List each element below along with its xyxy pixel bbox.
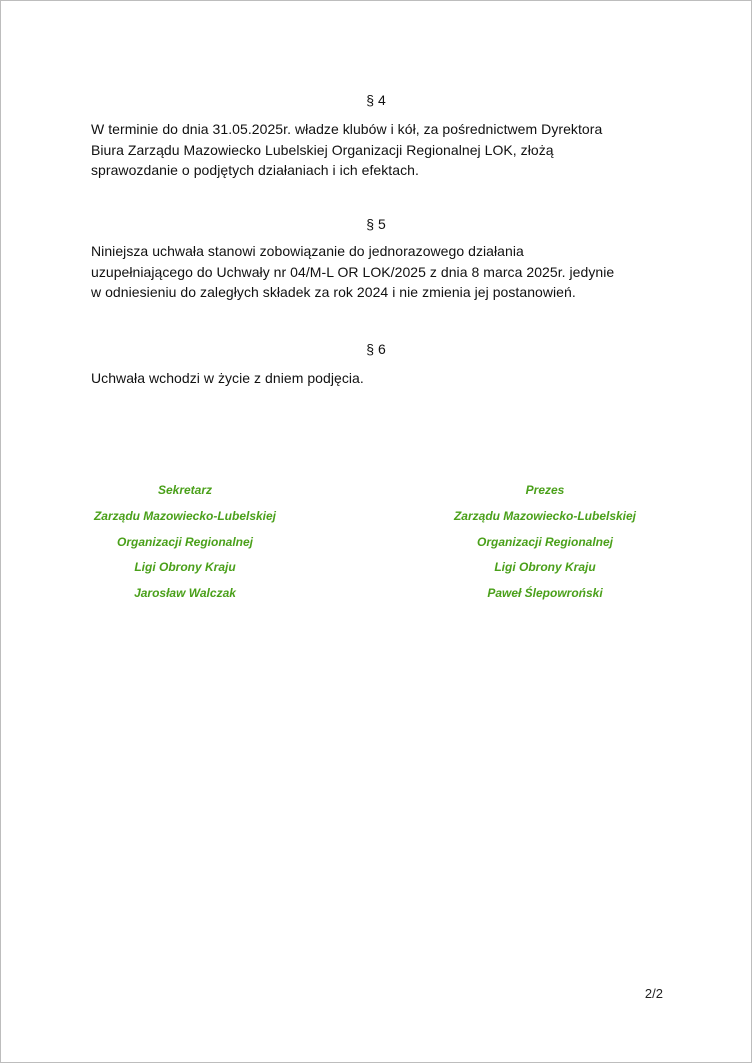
section-6-paragraph xyxy=(91,368,681,389)
paragraph-line: uzupełniającego do Uchwały nr 04/M-L OR LOK/2025 z dnia 8 marca 2025r. jedynie xyxy=(91,263,615,280)
section-5-mark: § 5 xyxy=(366,216,386,232)
signature-name: Jarosław Walczak xyxy=(134,586,236,601)
section-6-mark: § 6 xyxy=(366,341,386,357)
signature-block-secretary xyxy=(55,481,315,610)
signature-block-president xyxy=(415,481,675,610)
page-number: 2/2 xyxy=(644,986,663,1001)
paragraph-line: sprawozdanie o podjętych działaniach i ich efektach. xyxy=(91,162,419,178)
signature-league: Ligi Obrony Kraju xyxy=(494,560,596,575)
signature-title: Prezes xyxy=(525,483,565,497)
paragraph-line: Niniejsza uchwała stanowi zobowiązanie do jednorazowego działania xyxy=(91,243,524,259)
paragraph-line: Biura Zarządu Mazowiecko Lubelskiej Organizacji Regionalnej LOK, złożą xyxy=(91,141,554,158)
signature-organization: Organizacji Regionalnej xyxy=(116,534,254,549)
signature-board: Zarządu Mazowiecko-Lubelskiej xyxy=(93,508,277,523)
signature-name: Paweł Ślepowroński xyxy=(487,586,603,601)
section-4-mark: § 4 xyxy=(366,92,386,108)
section-5-paragraph xyxy=(91,241,681,303)
signature-league: Ligi Obrony Kraju xyxy=(134,560,236,575)
paragraph-line: Uchwała wchodzi w życie z dniem podjęcia. xyxy=(91,370,364,386)
signature-board: Zarządu Mazowiecko-Lubelskiej xyxy=(453,508,637,523)
signature-organization: Organizacji Regionalnej xyxy=(476,534,614,549)
section-4-paragraph xyxy=(91,119,681,181)
paragraph-line: W terminie do dnia 31.05.2025r. władze klubów i kół, za pośrednictwem Dyrektora xyxy=(91,121,603,137)
signature-title: Sekretarz xyxy=(157,483,213,497)
paragraph-line: w odniesieniu do zaległych składek za rok 2024 i nie zmienia jej postanowień. xyxy=(91,284,576,300)
